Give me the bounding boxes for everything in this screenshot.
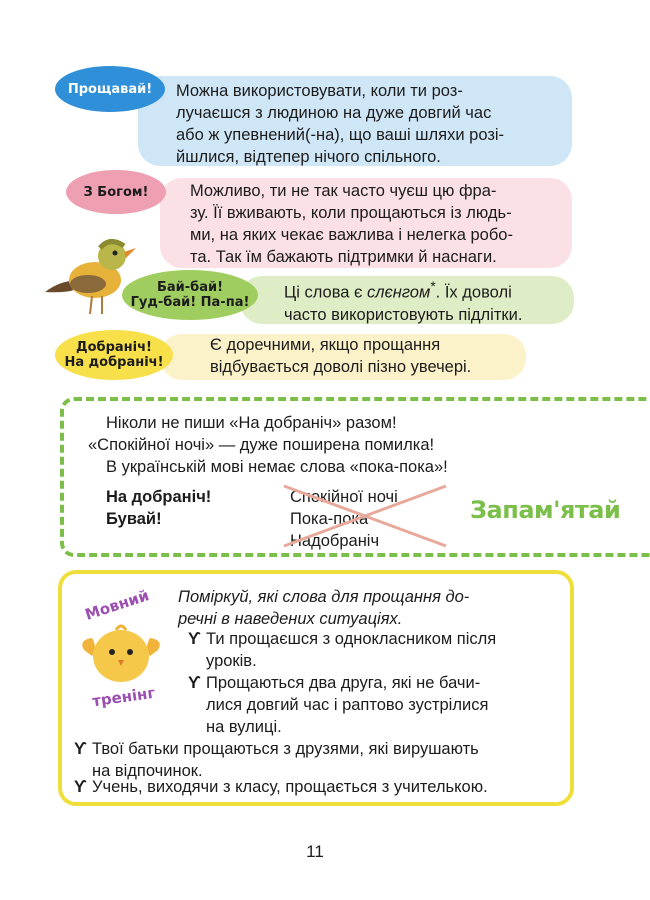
bubble-line: зу. Її вживають, коли прощаються із людь- (190, 204, 512, 222)
bubble-line: ми, на яких чекає важлива і нелегка робо- (190, 226, 513, 244)
text: . Їх доволі (435, 283, 512, 302)
item-line: Прощаються два друга, які не бачи- (206, 674, 481, 692)
bubble-proshchavai (138, 76, 572, 166)
tag-label: Бай-бай! (156, 280, 224, 295)
bubble-line: відбувається доволі пізно увечері. (210, 358, 472, 376)
bubble-line: Можливо, ти не так часто чуєш цю фра- (190, 182, 497, 200)
bubble-line: та. Так їм бажають підтримки й наснаги. (190, 248, 497, 266)
bubble-line: або ж упевнений(-на), що ваші шляхи розі- (176, 126, 505, 144)
tag-z-bohom (66, 170, 166, 214)
cross-out-mark (280, 482, 450, 550)
bubble-line: йшлися, відтепер нічого спільного. (176, 148, 441, 166)
training-item (74, 776, 488, 798)
bubble-bai-bai (240, 276, 574, 324)
bubble-z-bohom (160, 178, 572, 268)
item-line: на відпочинок. (92, 762, 203, 780)
wrong-word: Надобраніч (290, 532, 380, 550)
tag-label: Добраніч! (76, 340, 152, 355)
slang-word: слєнгом (367, 283, 431, 302)
bubble-line: лучаєшся з людиною на дуже довгий час (176, 104, 492, 122)
tag-label: З Богом! (83, 184, 149, 200)
item-line: Ти прощаєшся з однокласником після (206, 630, 497, 648)
item-line: лися довгий час і раптово зустрілися (206, 696, 489, 714)
page-number: 11 (306, 842, 324, 861)
wrong-word: Пока-пока (290, 510, 369, 528)
tag-label: На добраніч! (64, 355, 164, 370)
training-item (188, 628, 497, 672)
sprout-bullet-icon: ϒ (74, 778, 87, 796)
footnote-star: * (430, 279, 436, 294)
rule-line: В українській мові немає слова «пока-пока»! (106, 458, 448, 476)
item-line: Твої батьки прощаються з друзями, які вирушають (92, 740, 479, 758)
rule-line: «Спокійної ночі» — дуже поширена помилка! (88, 436, 435, 454)
tag-dobranich (55, 330, 173, 380)
chick-icon (78, 620, 164, 686)
bird-illustration (40, 222, 140, 322)
bubble-line (284, 276, 562, 304)
item-line: Учень, виходячи з класу, прощається з учителькою. (92, 778, 488, 796)
bubble-line: Можна використовувати, коли ти роз- (176, 82, 463, 100)
text: Ці слова є (284, 283, 368, 302)
item-line: на вулиці. (206, 718, 282, 736)
training-item (188, 672, 489, 738)
sprout-bullet-icon: ϒ (74, 740, 87, 758)
badge-top: Мовний (82, 586, 152, 624)
sprout-bullet-icon: ϒ (188, 674, 201, 692)
badge-bottom: тренінг (91, 683, 157, 711)
correct-word: На добраніч! (106, 488, 212, 506)
remember-label: Запам'ятай (470, 496, 621, 524)
sprout-bullet-icon: ϒ (188, 630, 201, 648)
tag-proshchavai (55, 66, 165, 112)
correct-word: Бувай! (106, 510, 162, 528)
item-line: уроків. (206, 652, 257, 670)
rule-line: Ніколи не пиши «На добраніч» разом! (106, 414, 397, 432)
bubble-dobranich (160, 334, 526, 380)
tag-label: Прощавай! (67, 81, 153, 97)
training-intro: речні в наведених ситуаціях. (178, 610, 403, 628)
bubble-line: Є доречними, якщо прощання (210, 336, 441, 354)
wrong-word: Спокійної ночі (290, 488, 398, 506)
tag-bai-bai (122, 270, 258, 320)
training-intro: Поміркуй, які слова для прощання до- (178, 588, 470, 606)
bubble-line: часто використовують підлітки. (284, 305, 523, 324)
tag-label: Гуд-бай! Па-па! (130, 295, 250, 310)
